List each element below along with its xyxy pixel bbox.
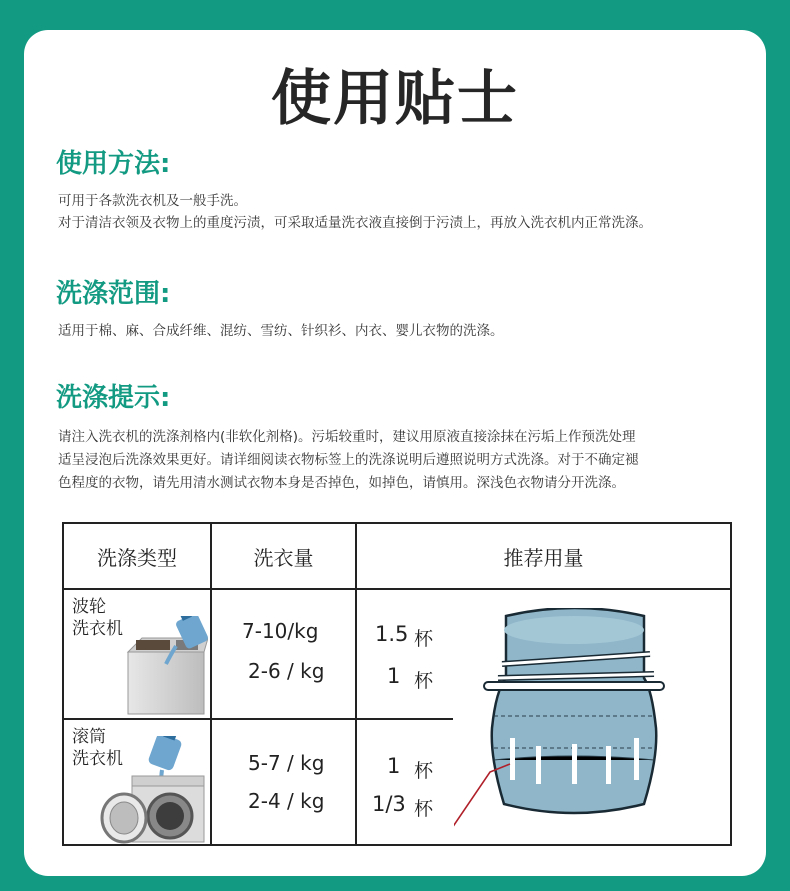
load-drum-large: 5-7 / kg bbox=[248, 751, 325, 775]
top-loader-washer-image bbox=[122, 616, 208, 716]
wash-type-drum: 滚筒 洗衣机 bbox=[72, 727, 123, 769]
amount-impeller-large: 1.5 bbox=[375, 622, 409, 646]
unit-cup: 杯 bbox=[414, 670, 434, 692]
usage-line: 可用于各款洗衣机及一般手洗。 bbox=[58, 193, 247, 209]
load-impeller-large: 7-10/kg bbox=[242, 619, 319, 643]
unit-cup: 杯 bbox=[414, 798, 434, 820]
tips-line: 请注入洗衣机的洗涤剂格内(非软化剂格)。污垢较重时，建议用原液直接涂抹在污垢上作预洗处理 bbox=[58, 429, 636, 445]
amount-drum-small: 1/3 bbox=[372, 792, 406, 816]
scope-heading: 洗涤范围: bbox=[56, 279, 171, 309]
header-load: 洗衣量 bbox=[253, 545, 314, 570]
amount-impeller-small: 1 bbox=[387, 664, 401, 688]
tips-text bbox=[58, 426, 758, 495]
tips-line: 适呈浸泡后洗涤效果更好。请详细阅读衣物标签上的洗涤说明后遵照说明方式洗涤。对于不确定褪 bbox=[58, 452, 639, 468]
tips-line: 色程度的衣物，请先用清水测试衣物本身是否掉色，如掉色，请慎用。深浅色衣物请分开洗涤。 bbox=[58, 475, 625, 491]
header-wash-type: 洗涤类型 bbox=[97, 545, 177, 570]
usage-heading: 使用方法: bbox=[56, 149, 171, 179]
usage-text bbox=[58, 190, 758, 234]
measuring-cup-image bbox=[454, 608, 694, 840]
front-loader-washer-image bbox=[98, 736, 208, 844]
unit-cup: 杯 bbox=[414, 760, 434, 782]
dosage-table bbox=[62, 522, 732, 846]
tips-heading: 洗涤提示: bbox=[56, 383, 171, 413]
unit-cup: 杯 bbox=[414, 628, 434, 650]
tips-card bbox=[24, 30, 766, 876]
page-title: 使用贴士 bbox=[271, 64, 519, 134]
amount-drum-large: 1 bbox=[387, 754, 401, 778]
load-drum-small: 2-4 / kg bbox=[248, 789, 325, 813]
header-dosage: 推荐用量 bbox=[503, 545, 584, 570]
usage-line: 对于清洁衣领及衣物上的重度污渍，可采取适量洗衣液直接倒于污渍上，再放入洗衣机内正常洗涤。 bbox=[58, 215, 652, 231]
load-impeller-small: 2-6 / kg bbox=[248, 659, 325, 683]
scope-text: 适用于棉、麻、合成纤维、混纺、雪纺、针织衫、内衣、婴儿衣物的洗涤。 bbox=[58, 323, 504, 339]
wash-type-impeller: 波轮 洗衣机 bbox=[72, 597, 123, 639]
